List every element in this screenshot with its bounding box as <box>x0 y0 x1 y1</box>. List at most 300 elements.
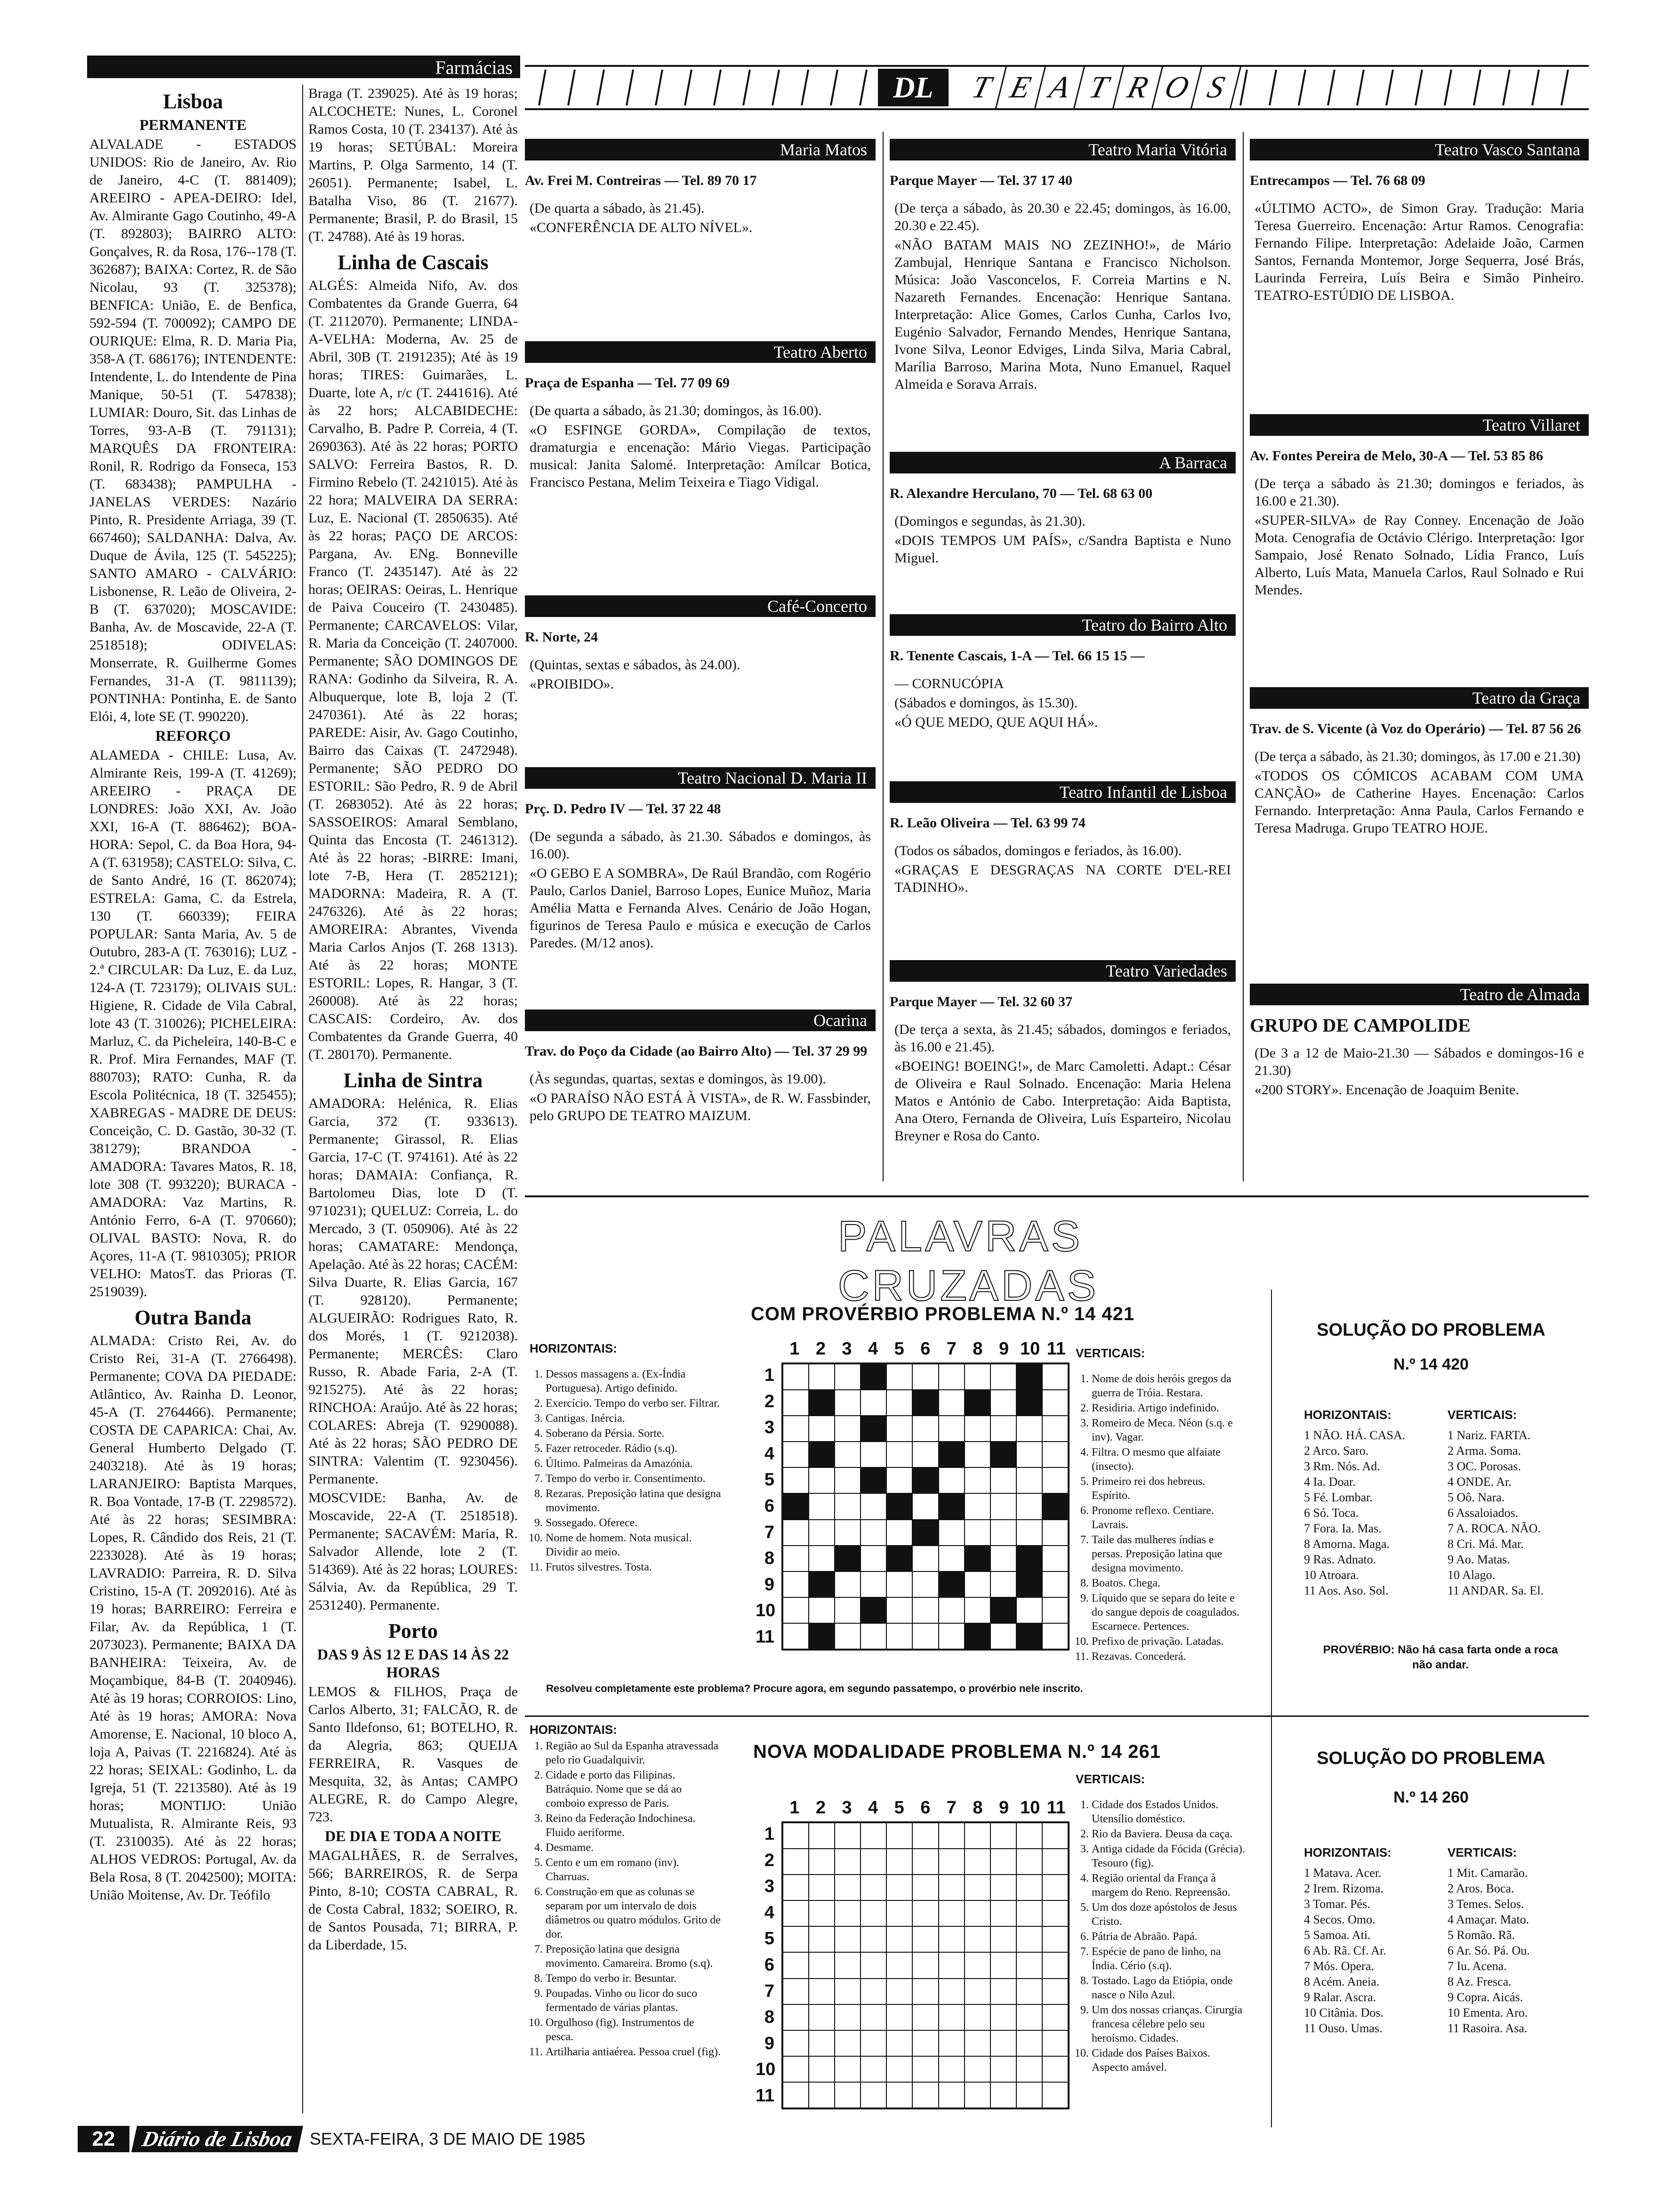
grid-cell[interactable] <box>809 1823 835 1849</box>
grid-cell[interactable] <box>1042 1442 1068 1467</box>
grid-cell[interactable] <box>886 1390 912 1416</box>
grid-cell[interactable] <box>1016 1849 1042 1875</box>
theatre-name: Ocarina <box>525 1010 876 1031</box>
grid-cell[interactable] <box>1042 2030 1068 2056</box>
grid-cell[interactable] <box>965 1493 990 1519</box>
theatre-info: «O ESFINGE GORDA», Compilação de textos, dramaturgia e encenação: Mário Viegas. Participação musical: Janita Salomé. Interpretação: Amílcar Botica, Francisco Pestana, Melim Teixeira e Tiago Vidigal. <box>530 422 871 490</box>
grid-cell[interactable] <box>886 1416 912 1442</box>
grid-cell[interactable] <box>912 1416 938 1442</box>
column-number: 1 <box>789 1339 800 1359</box>
grid-cell[interactable] <box>1016 1926 1042 1952</box>
grid-cell[interactable] <box>965 1823 990 1849</box>
theatre-info: (De terça a sexta, às 21.45; sábados, domingos e feriados, às 16.00 e 21.45). <box>894 1022 1231 1055</box>
grid-cell[interactable] <box>990 2082 1016 2108</box>
solution-label: VERTICAIS: <box>1448 1845 1517 1859</box>
row-number: 6 <box>764 1496 774 1516</box>
grid-cell[interactable] <box>835 1390 861 1416</box>
grid-cell[interactable] <box>965 1416 990 1442</box>
grid-cell[interactable] <box>1016 1442 1042 1467</box>
theatre-address: R. Leão Oliveira — Tel. 63 99 74 <box>890 815 1086 831</box>
grid-cell[interactable] <box>861 1571 886 1597</box>
grid-cell[interactable] <box>939 1416 965 1442</box>
grid-block <box>990 1442 1016 1467</box>
grid-cell[interactable] <box>1042 1390 1068 1416</box>
grid-cell[interactable] <box>912 1623 938 1649</box>
grid-cell[interactable] <box>809 1364 835 1390</box>
grid-cell[interactable] <box>861 1442 886 1467</box>
grid-cell[interactable] <box>783 1364 809 1390</box>
grid-cell[interactable] <box>1016 1493 1042 1519</box>
grid-cell[interactable] <box>939 2056 965 2082</box>
banner-slash <box>1445 70 1451 105</box>
solution-entry: 3 Temes. Selos. <box>1448 1897 1524 1911</box>
column-number: 4 <box>868 1798 878 1818</box>
grid-cell[interactable] <box>861 1875 886 1900</box>
grid-cell[interactable] <box>965 2030 990 2056</box>
grid-cell[interactable] <box>912 1900 938 1926</box>
grid-cell[interactable] <box>939 2030 965 2056</box>
grid-cell[interactable] <box>965 1926 990 1952</box>
theatre-address: Trav. de S. Vicente (à Voz do Operário) — Tel. 87 56 26 <box>1250 721 1581 737</box>
grid-cell[interactable] <box>1042 1623 1068 1649</box>
grid-cell[interactable] <box>1016 1900 1042 1926</box>
grid-cell[interactable] <box>861 1493 886 1519</box>
problem-2-column-numbers <box>781 1798 1070 1818</box>
grid-cell[interactable] <box>990 1571 1016 1597</box>
grid-cell[interactable] <box>990 1952 1016 1978</box>
theatre-info: «SUPER-SILVA» de Ray Conney. Encenação de João Mota. Cenografia de Octávio Clérigo. Interpretação: Igor Sampaio, José Renato Solnado, Lídia Franco, Luís Alberto, Luís Mata, Manuela Carlos, Raul Solnado e Rui Mendes. <box>1255 513 1584 598</box>
grid-cell[interactable] <box>990 1849 1016 1875</box>
grid-cell[interactable] <box>809 1926 835 1952</box>
problem-1-grid[interactable] <box>781 1362 1070 1651</box>
theatre-name: Café-Concerto <box>525 595 876 617</box>
grid-cell[interactable] <box>939 1546 965 1571</box>
grid-cell[interactable] <box>1042 1571 1068 1597</box>
column-number: 2 <box>815 1798 826 1818</box>
problem-2-grid[interactable] <box>781 1821 1070 2109</box>
grid-cell[interactable] <box>939 1900 965 1926</box>
theatre-name: Teatro Nacional D. Maria II <box>525 767 876 789</box>
grid-cell[interactable] <box>1042 1823 1068 1849</box>
grid-cell[interactable] <box>861 1520 886 1546</box>
grid-cell[interactable] <box>912 2082 938 2108</box>
grid-cell[interactable] <box>783 1952 809 1978</box>
banner-slash <box>1503 70 1510 105</box>
grid-cell[interactable] <box>861 1926 886 1952</box>
grid-cell[interactable] <box>886 2004 912 2030</box>
grid-cell[interactable] <box>939 1875 965 1900</box>
grid-cell[interactable] <box>1016 1520 1042 1546</box>
theatre-card-nacional <box>525 767 876 954</box>
grid-cell[interactable] <box>809 1416 835 1442</box>
grid-cell[interactable] <box>990 2004 1016 2030</box>
theatre-info: «Ó QUE MEDO, QUE AQUI HÁ». <box>894 714 1098 730</box>
grid-cell[interactable] <box>912 1979 938 2004</box>
grid-cell[interactable] <box>835 2082 861 2108</box>
solution-entry: 1 NÃO. HÁ. CASA. <box>1304 1428 1406 1442</box>
grid-cell[interactable] <box>912 1926 938 1952</box>
grid-cell[interactable] <box>1016 1979 1042 2004</box>
grid-cell[interactable] <box>783 1875 809 1900</box>
grid-cell[interactable] <box>990 1875 1016 1900</box>
crosswords-title-text: PALAVRAS CRUZADAS <box>838 1212 1099 1310</box>
solution-entry: 11 Ouso. Umas. <box>1304 2021 1383 2035</box>
grid-cell[interactable] <box>783 2056 809 2082</box>
grid-cell[interactable] <box>990 1416 1016 1442</box>
grid-cell[interactable] <box>783 1416 809 1442</box>
solution-entry: 7 A. ROCA. NÃO. <box>1448 1522 1541 1535</box>
grid-cell[interactable] <box>965 1900 990 1926</box>
grid-cell[interactable] <box>990 1364 1016 1390</box>
grid-cell[interactable] <box>912 1952 938 1978</box>
problem-1-verticais-label: VERTICAIS: <box>1076 1346 1145 1360</box>
grid-cell[interactable] <box>1042 1364 1068 1390</box>
grid-cell[interactable] <box>809 1520 835 1546</box>
grid-block <box>939 1493 965 1519</box>
grid-cell[interactable] <box>1042 1900 1068 1926</box>
grid-cell[interactable] <box>861 2082 886 2108</box>
theatre-card-cafe-concerto <box>525 595 876 695</box>
theatre-info: «O GEBO E A SOMBRA», De Raúl Brandão, com Rogério Paulo, Carlos Daniel, Barroso Lopes, Eunice Muñoz, Maria Amélia Matta e Fernanda Alves. Cenário de João Hogan, figurinos de Teresa Paulo e música e execução de Carlos Paredes. (M/12 anos). <box>530 866 871 951</box>
grid-cell[interactable] <box>1042 1849 1068 1875</box>
problem-2-row-numbers <box>756 1821 774 2109</box>
solution-1-horizontais <box>1304 1407 1440 1598</box>
clue: 1. Nome de dois heróis gregos da guerra de Tróia. Restara. <box>1092 1372 1245 1400</box>
grid-cell[interactable] <box>861 2056 886 2082</box>
clue: 1. Cidade dos Estados Unidos. Utensílio doméstico. <box>1092 1798 1245 1826</box>
grid-cell[interactable] <box>809 1952 835 1978</box>
grid-cell[interactable] <box>886 1571 912 1597</box>
problem-2-verticais <box>1076 1798 1245 2076</box>
grid-cell[interactable] <box>1042 1597 1068 1623</box>
grid-cell[interactable] <box>939 1364 965 1390</box>
grid-cell[interactable] <box>783 1571 809 1597</box>
solution-1-proverbio: PROVÉRBIO: Não há casa farta onde a roca não andar. <box>1323 1643 1558 1671</box>
grid-cell[interactable] <box>783 1849 809 1875</box>
grid-block <box>1016 1364 1042 1390</box>
grid-cell[interactable] <box>835 1597 861 1623</box>
grid-cell[interactable] <box>1042 1520 1068 1546</box>
grid-cell[interactable] <box>886 2082 912 2108</box>
grid-cell[interactable] <box>835 1849 861 1875</box>
grid-cell[interactable] <box>835 2030 861 2056</box>
clue: 3. Antiga cidade da Fócida (Grécia). Tesouro (fig). <box>1092 1842 1245 1870</box>
clue: 10. Orgulhoso (fig). Instrumentos de pesca. <box>546 2016 723 2044</box>
grid-cell[interactable] <box>783 1390 809 1416</box>
grid-cell[interactable] <box>912 1875 938 1900</box>
grid-cell[interactable] <box>886 1849 912 1875</box>
farmacias-header <box>87 56 520 78</box>
grid-cell[interactable] <box>1042 2082 1068 2108</box>
grid-block <box>965 1546 990 1571</box>
grid-cell[interactable] <box>809 1875 835 1900</box>
grid-cell[interactable] <box>965 1520 990 1546</box>
grid-cell[interactable] <box>990 1926 1016 1952</box>
grid-cell[interactable] <box>990 1900 1016 1926</box>
grid-cell[interactable] <box>835 1952 861 1978</box>
grid-cell[interactable] <box>939 2082 965 2108</box>
grid-cell[interactable] <box>939 1926 965 1952</box>
grid-cell[interactable] <box>912 1823 938 1849</box>
grid-cell[interactable] <box>835 1467 861 1493</box>
grid-cell[interactable] <box>912 2056 938 2082</box>
grid-cell[interactable] <box>886 2030 912 2056</box>
grid-cell[interactable] <box>965 1875 990 1900</box>
grid-cell[interactable] <box>835 1926 861 1952</box>
theatre-info: (De terça a sábado, às 21.30; domingos, às 17.00 e 21.30) <box>1255 749 1581 764</box>
solution-entry: 7 Mós. Opera. <box>1304 1959 1374 1973</box>
clue: 1. Dessos massagens a. (Ex-Índia Portuguesa). Artigo definido. <box>546 1367 723 1395</box>
column-number: 11 <box>1046 1339 1066 1359</box>
grid-cell[interactable] <box>912 1849 938 1875</box>
grid-cell[interactable] <box>1016 1467 1042 1493</box>
grid-cell[interactable] <box>990 2030 1016 2056</box>
banner-slash <box>597 70 604 105</box>
clue: 4. Filtra. O mesmo que alfaiate (insecto). <box>1092 1445 1245 1474</box>
clue: 10. Prefixo de privação. Latadas. <box>1092 1635 1245 1649</box>
teatros-letter: O <box>1153 67 1202 108</box>
grid-cell[interactable] <box>783 2082 809 2108</box>
grid-cell[interactable] <box>1042 2056 1068 2082</box>
grid-cell[interactable] <box>939 1952 965 1978</box>
grid-cell[interactable] <box>1042 1546 1068 1571</box>
grid-cell[interactable] <box>886 1926 912 1952</box>
grid-cell[interactable] <box>809 1900 835 1926</box>
grid-cell[interactable] <box>1016 1952 1042 1978</box>
grid-cell[interactable] <box>939 1467 965 1493</box>
grid-cell[interactable] <box>809 2004 835 2030</box>
grid-cell[interactable] <box>809 2030 835 2056</box>
grid-cell[interactable] <box>912 1364 938 1390</box>
clue: 3. Romeiro de Meca. Néon (s.q. e inv). Vagar. <box>1092 1416 1245 1444</box>
grid-cell[interactable] <box>835 1493 861 1519</box>
grid-cell[interactable] <box>783 1979 809 2004</box>
grid-cell[interactable] <box>965 1364 990 1390</box>
theatre-card-villaret <box>1250 414 1589 601</box>
grid-cell[interactable] <box>965 2056 990 2082</box>
grid-cell[interactable] <box>912 1597 938 1623</box>
grid-cell[interactable] <box>939 1390 965 1416</box>
grid-cell[interactable] <box>783 1623 809 1649</box>
grid-cell[interactable] <box>886 2056 912 2082</box>
grid-cell[interactable] <box>912 1571 938 1597</box>
grid-cell[interactable] <box>965 1952 990 1978</box>
grid-cell[interactable] <box>809 1493 835 1519</box>
grid-cell[interactable] <box>1016 2030 1042 2056</box>
clue: 6. Último. Palmeiras da Amazónia. <box>546 1457 723 1471</box>
grid-cell[interactable] <box>1016 1597 1042 1623</box>
banner-slash <box>568 70 575 105</box>
grid-cell[interactable] <box>835 1823 861 1849</box>
grid-cell[interactable] <box>783 1900 809 1926</box>
grid-cell[interactable] <box>835 1364 861 1390</box>
grid-cell[interactable] <box>1042 2004 1068 2030</box>
grid-cell[interactable] <box>835 1900 861 1926</box>
theatre-name: Teatro Maria Vitória <box>890 139 1236 160</box>
row-number: 11 <box>756 2085 775 2106</box>
grid-cell[interactable] <box>835 2056 861 2082</box>
grid-cell[interactable] <box>990 1390 1016 1416</box>
grid-cell[interactable] <box>965 2082 990 2108</box>
grid-cell[interactable] <box>1016 1823 1042 1849</box>
grid-cell[interactable] <box>965 1442 990 1467</box>
grid-cell[interactable] <box>886 1900 912 1926</box>
grid-cell[interactable] <box>939 1849 965 1875</box>
grid-cell[interactable] <box>809 1546 835 1571</box>
solution-entry: 7 Iu. Acena. <box>1448 1959 1507 1973</box>
clue: 7. Espécie de pano de linho, na Índia. Cério (s.q). <box>1092 1945 1245 1973</box>
grid-cell[interactable] <box>886 1823 912 1849</box>
grid-cell[interactable] <box>886 1979 912 2004</box>
grid-block <box>1042 1493 1068 1519</box>
grid-cell[interactable] <box>886 1597 912 1623</box>
grid-cell[interactable] <box>912 1442 938 1467</box>
grid-cell[interactable] <box>965 1979 990 2004</box>
grid-cell[interactable] <box>783 1546 809 1571</box>
grid-cell[interactable] <box>783 1823 809 1849</box>
clue: 9. Líquido que se separa do leite e do sangue depois de coagulados. Escarnece. Pertences. <box>1092 1591 1245 1634</box>
grid-cell[interactable] <box>990 1546 1016 1571</box>
grid-cell[interactable] <box>886 1442 912 1467</box>
grid-cell[interactable] <box>809 1467 835 1493</box>
solution-entry: 6 Ar. Só. Pá. Ou. <box>1448 1944 1530 1957</box>
grid-cell[interactable] <box>861 1952 886 1978</box>
clue: 9. Poupadas. Vinho ou licor do suco fermentado de várias plantas. <box>546 1987 723 2015</box>
theatre-info: — CORNUCÓPIA <box>894 676 1004 691</box>
grid-cell[interactable] <box>990 2056 1016 2082</box>
solution-entry: 8 Cri. Má. Mar. <box>1448 1537 1524 1551</box>
grid-cell[interactable] <box>783 1442 809 1467</box>
grid-cell[interactable] <box>886 1623 912 1649</box>
grid-cell[interactable] <box>886 1952 912 1978</box>
grid-cell[interactable] <box>939 1623 965 1649</box>
pharmacy-list: ALVALADE - ESTADOS UNIDOS: Rio de Janeiro, Av. Rio de Janeiro, 4-C (T. 881409); AREEIRO - APEA-DEIRO: Idel, Av. Almirante Gago Coutinho, 49-A (T. 892803); BAIRRO ALTO: Gonçalves, R. da Rosa, 176--178 (T. 362687); BAIXA: Cortez, R. de São Nicolau, 93 (T. 325378); BENFICA: União, E. de Benfica, 592-594 (T. 700092); CAMPO DE OURIQUE: Elma, R. D. Maria Pia, 358-A (T. 686176); INTENDENTE: Intendente, L. do Intendente de Pina Manique, 50-51 (T. 547838); LUMIAR: Douro, Sit. das Linhas de Torres, 93-A-B (T. 791131); MARQUÊS DA FRONTEIRA: Ronil, R. Rodrigo da Fonseca, 153 (T. 683438); PAMPULHA - JANELAS VERDES: Nazário Pinto, R. Presidente Arriaga, 39 (T. 667460); SALDANHA: Dalva, Av. Duque de Ávila, 125 (T. 545225); SANTO AMARO - CALVÁRIO: Lisbonense, R. Leão de Oliveira, 2-B (T. 637020); MOSCAVIDE: Banha, Av. de Moscavide, 22-A (T. 2518518); ODIVELAS: Monserrate, R. Guilherme Gomes Fernandes, 31-A (T. 9811139); PONTINHA: Pontinha, E. de Santo Elói, 4, lote SE (T. 990220). <box>89 136 297 724</box>
theatre-address: Av. Frei M. Contreiras — Tel. 89 70 17 <box>525 173 757 188</box>
grid-cell[interactable] <box>861 1390 886 1416</box>
grid-cell[interactable] <box>886 1364 912 1390</box>
clue: 6. Pronome reflexo. Centiare. Lavrais. <box>1092 1504 1245 1532</box>
grid-cell[interactable] <box>835 1416 861 1442</box>
grid-cell[interactable] <box>861 2030 886 2056</box>
grid-cell[interactable] <box>861 1546 886 1571</box>
solution-entry: 4 Amaçar. Mato. <box>1448 1913 1529 1926</box>
grid-cell[interactable] <box>809 2082 835 2108</box>
grid-cell[interactable] <box>939 2004 965 2030</box>
grid-cell[interactable] <box>861 1823 886 1849</box>
grid-cell[interactable] <box>783 2030 809 2056</box>
grid-cell[interactable] <box>1016 1416 1042 1442</box>
grid-block <box>783 1493 809 1519</box>
pharmacy-list: LEMOS & FILHOS, Praça de Carlos Alberto, 31; FALCÃO, R. de Santo Ildefonso, 61; BOTELHO, R. da Alegria, 863; QUEIJA FERREIRA, R. Vasques de Mesquita, 32, às Antas; CAMPO ALEGRE, R. do Campo Alegre, 723. <box>308 1684 518 1825</box>
grid-cell[interactable] <box>912 2004 938 2030</box>
grid-cell[interactable] <box>990 1823 1016 1849</box>
grid-cell[interactable] <box>783 2004 809 2030</box>
farmacias-column-1 <box>89 85 297 2118</box>
row-number: 8 <box>764 1548 774 1569</box>
grid-cell[interactable] <box>912 2030 938 2056</box>
column-number: 11 <box>1046 1798 1066 1818</box>
grid-cell[interactable] <box>1042 1467 1068 1493</box>
grid-cell[interactable] <box>990 1493 1016 1519</box>
grid-cell[interactable] <box>886 1875 912 1900</box>
grid-cell[interactable] <box>861 1900 886 1926</box>
grid-cell[interactable] <box>835 1442 861 1467</box>
grid-cell[interactable] <box>809 1849 835 1875</box>
grid-cell[interactable] <box>835 1979 861 2004</box>
grid-cell[interactable] <box>965 1597 990 1623</box>
problem-1-horizontais-label: HORIZONTAIS: <box>530 1341 617 1355</box>
grid-cell[interactable] <box>861 2004 886 2030</box>
grid-cell[interactable] <box>783 1597 809 1623</box>
grid-cell[interactable] <box>939 1520 965 1546</box>
grid-cell[interactable] <box>1042 1979 1068 2004</box>
grid-cell[interactable] <box>912 1546 938 1571</box>
theatre-info: «GRAÇAS E DESGRAÇAS NA CORTE D'EL-REI TADINHO». <box>894 862 1231 895</box>
grid-cell[interactable] <box>1016 2082 1042 2108</box>
grid-cell[interactable] <box>809 2056 835 2082</box>
grid-block <box>886 1546 912 1571</box>
grid-cell[interactable] <box>783 1467 809 1493</box>
grid-cell[interactable] <box>965 1849 990 1875</box>
grid-cell[interactable] <box>939 1979 965 2004</box>
solution-entry: 10 Citânia. Dos. <box>1304 2006 1384 2020</box>
grid-cell[interactable] <box>1016 2056 1042 2082</box>
grid-cell[interactable] <box>835 1571 861 1597</box>
grid-cell[interactable] <box>861 1849 886 1875</box>
grid-cell[interactable] <box>965 1571 990 1597</box>
clue: 9. Um dos nossas crianças. Cirurgia francesa célebre pelo seu heroísmo. Cidades. <box>1092 2003 1245 2045</box>
grid-cell[interactable] <box>1016 1875 1042 1900</box>
grid-cell[interactable] <box>886 1467 912 1493</box>
grid-cell[interactable] <box>965 1467 990 1493</box>
theatre-address: Trav. do Poço da Cidade (ao Bairro Alto) — Tel. 37 29 99 <box>525 1043 868 1059</box>
region-heading: Porto <box>388 1619 438 1643</box>
grid-cell[interactable] <box>835 1623 861 1649</box>
grid-cell[interactable] <box>783 1926 809 1952</box>
grid-cell[interactable] <box>809 1597 835 1623</box>
grid-cell[interactable] <box>809 1979 835 2004</box>
grid-cell[interactable] <box>990 1979 1016 2004</box>
clue: 8. Tostado. Lago da Etiópia, onde nasce o Nilo Azul. <box>1092 1974 1245 2002</box>
grid-cell[interactable] <box>1042 1952 1068 1978</box>
grid-cell[interactable] <box>1042 1926 1068 1952</box>
grid-cell[interactable] <box>990 1520 1016 1546</box>
grid-cell[interactable] <box>939 1597 965 1623</box>
clue: 8. Tempo do verbo ir. Besuntar. <box>546 1972 723 1986</box>
theatre-info: «ÚLTIMO ACTO», de Simon Gray. Tradução: Maria Teresa Guerreiro. Encenação: Artur Ramos. Cenografia: Fernando Filipe. Interpretação: Adelaide João, Carmen Santos, Fernanda Montemor, Jorge Sequerra, José Brás, Laurinda Ferreira, Luís Beira e Simão Pinheiro. TEATRO-ESTÚDIO DE LISBOA. <box>1255 200 1584 303</box>
grid-cell[interactable] <box>861 1623 886 1649</box>
grid-cell[interactable] <box>835 2004 861 2030</box>
grid-cell[interactable] <box>912 1493 938 1519</box>
grid-cell[interactable] <box>886 1520 912 1546</box>
grid-cell[interactable] <box>783 1520 809 1546</box>
grid-cell[interactable] <box>1042 1875 1068 1900</box>
grid-cell[interactable] <box>835 1520 861 1546</box>
grid-cell[interactable] <box>835 1875 861 1900</box>
grid-block <box>939 1442 965 1467</box>
grid-cell[interactable] <box>990 1623 1016 1649</box>
grid-cell[interactable] <box>861 1979 886 2004</box>
grid-cell[interactable] <box>990 1467 1016 1493</box>
solution-entry: 3 Rm. Nós. Ad. <box>1304 1459 1380 1473</box>
column-number: 10 <box>1020 1798 1040 1818</box>
grid-block <box>861 1467 886 1493</box>
grid-cell[interactable] <box>1016 2004 1042 2030</box>
grid-cell[interactable] <box>1042 1416 1068 1442</box>
footer <box>78 2125 784 2153</box>
grid-cell[interactable] <box>939 1823 965 1849</box>
grid-cell[interactable] <box>965 2004 990 2030</box>
